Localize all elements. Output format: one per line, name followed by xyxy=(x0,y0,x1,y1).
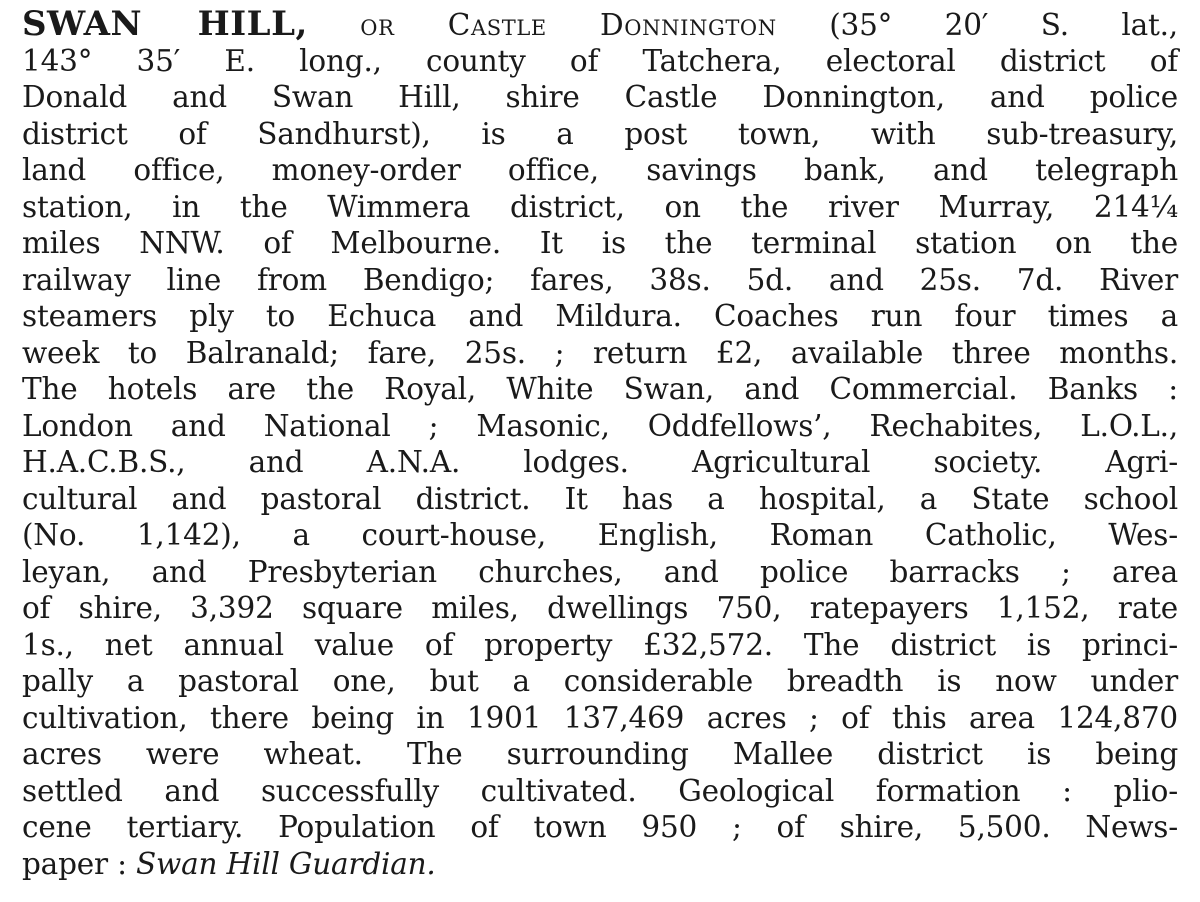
entry-line-10: week to Balranald; fare, 25s. ; return £2, available three months. xyxy=(22,335,1178,370)
entry-line-2: 143° 35′ E. long., county of Tatchera, electoral district of xyxy=(22,43,1178,78)
entry-line-18: 1s., net annual value of property £32,572. The district is princi- xyxy=(22,627,1178,662)
entry-line-19: pally a pastoral one, but a considerable breadth is now under xyxy=(22,664,1178,698)
coordinates-text: (35° 20′ S. lat., xyxy=(829,8,1178,42)
newspaper-title: Swan Hill Guardian. xyxy=(136,846,436,881)
entry-line-14: cultural and pastoral district. It has a hospital, a State school xyxy=(22,481,1178,516)
entry-line-16: leyan, and Presbyterian churches, and police barracks ; area xyxy=(22,554,1178,589)
gazetteer-entry xyxy=(22,6,1178,882)
entry-line-12: London and National ; Masonic, Oddfellows’, Rechabites, L.O.L., xyxy=(22,408,1178,443)
entry-line-22: settled and successfully cultivated. Geological formation : plio- xyxy=(22,773,1178,808)
entry-line-6: station, in the Wimmera district, on the river Murray, 214¼ xyxy=(22,189,1178,224)
entry-line-20: cultivation, there being in 1901 137,469 acres ; of this area 124,870 xyxy=(22,700,1178,735)
entry-line-3: Donald and Swan Hill, shire Castle Donnington, and police xyxy=(22,80,1178,114)
alternate-name: or Castle Donnington xyxy=(360,8,777,42)
entry-line-8: railway line from Bendigo; fares, 38s. 5d. and 25s. 7d. River xyxy=(22,262,1178,297)
entry-line-5: land office, money-order office, savings bank, and telegraph xyxy=(22,153,1178,187)
entry-line-4: district of Sandhurst), is a post town, with sub-treasury, xyxy=(22,116,1178,151)
entry-line-1 xyxy=(22,6,1178,43)
entry-line-17: of shire, 3,392 square miles, dwellings 750, ratepayers 1,152, rate xyxy=(22,591,1178,625)
entry-line-9: steamers ply to Echuca and Mildura. Coaches run four times a xyxy=(22,299,1178,333)
entry-line-21: acres were wheat. The surrounding Mallee district is being xyxy=(22,737,1178,771)
entry-line-15: (No. 1,142), a court-house, English, Roman Catholic, Wes- xyxy=(22,518,1178,552)
entry-line-13: H.A.C.B.S., and A.N.A. lodges. Agricultural society. Agri- xyxy=(22,445,1178,479)
entry-line-11: The hotels are the Royal, White Swan, and Commercial. Banks : xyxy=(22,372,1178,406)
entry-line-23: cene tertiary. Population of town 950 ; of shire, 5,500. News- xyxy=(22,810,1178,844)
headword: SWAN HILL, xyxy=(22,4,308,44)
final-prefix: paper : xyxy=(22,846,127,881)
entry-line-24 xyxy=(22,846,1178,883)
entry-line-7: miles NNW. of Melbourne. It is the terminal station on the xyxy=(22,226,1178,260)
